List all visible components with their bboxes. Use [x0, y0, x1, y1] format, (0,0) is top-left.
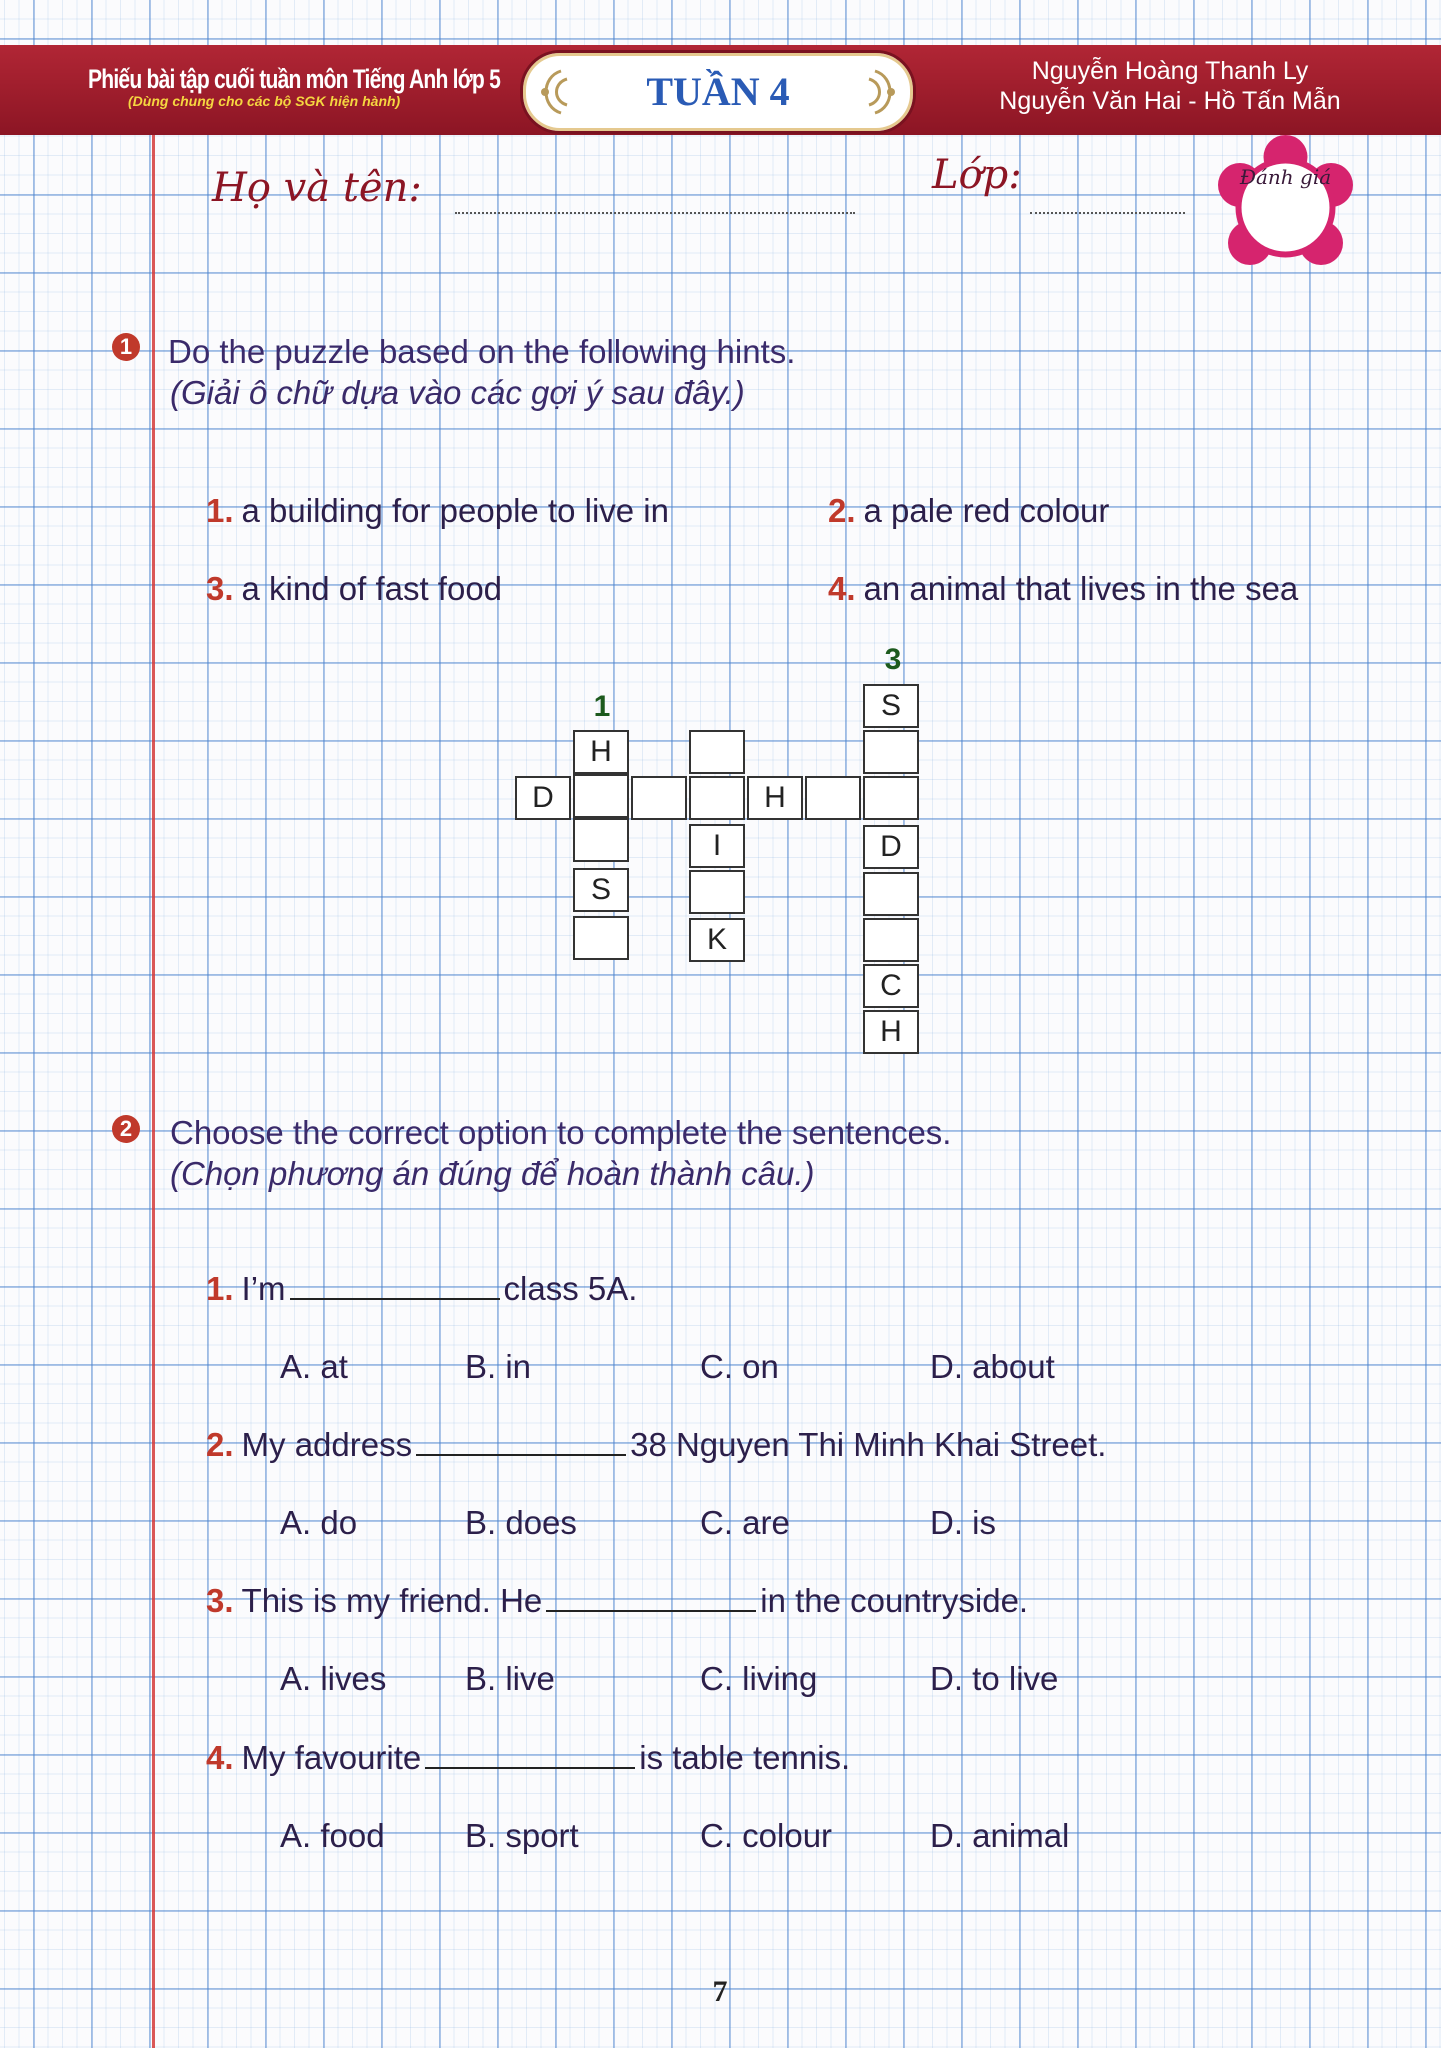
- question-before: I’m: [241, 1270, 286, 1307]
- option[interactable]: B. live: [465, 1660, 555, 1697]
- crossword-cell[interactable]: K: [689, 918, 745, 962]
- crossword-cell[interactable]: I: [689, 824, 745, 868]
- option[interactable]: C. are: [700, 1504, 790, 1541]
- worksheet-subtitle: (Dùng chung cho các bộ SGK hiện hành): [128, 93, 401, 109]
- clue-number: 4.: [828, 570, 856, 607]
- section-1-subtitle: (Giải ô chữ dựa vào các gợi ý sau đây.): [170, 374, 745, 411]
- option[interactable]: D. about: [930, 1348, 1055, 1385]
- question-number: 2.: [206, 1426, 234, 1463]
- answer-blank[interactable]: [425, 1766, 635, 1769]
- option[interactable]: A. food: [280, 1817, 385, 1854]
- option[interactable]: C. on: [700, 1348, 779, 1385]
- question-after: class 5A.: [503, 1270, 638, 1307]
- grade-label: Đánh giá: [1239, 165, 1332, 189]
- section-number-1: 1: [112, 333, 140, 361]
- section-2-subtitle: (Chọn phương án đúng để hoàn thành câu.): [170, 1155, 815, 1192]
- crossword-cell[interactable]: H: [747, 776, 803, 820]
- crossword-cell[interactable]: [689, 870, 745, 914]
- crossword-cell[interactable]: S: [573, 868, 629, 912]
- question-2: [206, 1426, 1106, 1464]
- clue-4: [828, 570, 1298, 608]
- crossword-cell[interactable]: [573, 774, 629, 818]
- crossword-cell[interactable]: [689, 776, 745, 820]
- clue-3: [206, 570, 502, 608]
- week-pill: [520, 50, 916, 134]
- option[interactable]: A. lives: [280, 1660, 387, 1697]
- option[interactable]: A. at: [280, 1348, 348, 1385]
- crossword-cell[interactable]: H: [573, 730, 629, 774]
- option[interactable]: C. living: [700, 1660, 818, 1697]
- crossword-cell[interactable]: [863, 776, 919, 820]
- section-number-2: 2: [112, 1115, 140, 1143]
- crossword-cell[interactable]: [863, 918, 919, 962]
- question-1: [206, 1270, 637, 1308]
- crossword-cell[interactable]: [863, 730, 919, 774]
- name-label: Họ và tên:: [212, 165, 422, 211]
- question-after: is table tennis.: [639, 1739, 851, 1776]
- option[interactable]: D. to live: [930, 1660, 1059, 1697]
- option[interactable]: A. do: [280, 1504, 358, 1541]
- header-left: [88, 64, 508, 109]
- question-after: 38 Nguyen Thi Minh Khai Street.: [630, 1426, 1107, 1463]
- author-line-2: Nguyễn Văn Hai - Hồ Tấn Mẫn: [999, 87, 1341, 115]
- question-4: [206, 1739, 850, 1777]
- crossword-cell[interactable]: [863, 872, 919, 916]
- crossword-cell[interactable]: [805, 776, 861, 820]
- question-before: My favourite: [241, 1739, 422, 1776]
- clue-text: an animal that lives in the sea: [863, 570, 1299, 607]
- page-number: 7: [712, 1975, 728, 2008]
- option[interactable]: B. sport: [465, 1817, 579, 1854]
- answer-blank[interactable]: [290, 1297, 500, 1300]
- option[interactable]: B. does: [465, 1504, 577, 1541]
- crossword-cell[interactable]: D: [863, 825, 919, 869]
- crossword-cell[interactable]: [573, 818, 629, 862]
- question-after: in the countryside.: [760, 1582, 1029, 1619]
- name-field[interactable]: [455, 212, 855, 214]
- clue-number: 3.: [206, 570, 234, 607]
- crossword-cell[interactable]: H: [863, 1010, 919, 1054]
- crossword-cell[interactable]: [689, 730, 745, 774]
- question-before: My address: [241, 1426, 413, 1463]
- ornament-right-icon: [859, 67, 905, 117]
- clue-1: [206, 492, 669, 530]
- clue-2: [828, 492, 1109, 530]
- option[interactable]: D. animal: [930, 1817, 1070, 1854]
- question-number: 3.: [206, 1582, 234, 1619]
- worksheet-title: Phiếu bài tập cuối tuần môn Tiếng Anh lớp 5: [88, 64, 501, 94]
- grade-badge: [1213, 135, 1358, 280]
- crossword-cell[interactable]: [573, 916, 629, 960]
- section-2-title: Choose the correct option to complete the sentences.: [170, 1114, 952, 1151]
- crossword-cell[interactable]: S: [863, 684, 919, 728]
- margin-line: [152, 130, 155, 2048]
- clue-text: a kind of fast food: [241, 570, 503, 607]
- question-number: 1.: [206, 1270, 234, 1307]
- clue-text: a building for people to live in: [241, 492, 669, 529]
- crossword-cell[interactable]: C: [863, 964, 919, 1008]
- crossword-number-1: 1: [593, 690, 611, 723]
- class-field[interactable]: [1030, 212, 1185, 214]
- option[interactable]: D. is: [930, 1504, 996, 1541]
- clue-number: 2.: [828, 492, 856, 529]
- clue-text: a pale red colour: [863, 492, 1110, 529]
- question-3: [206, 1582, 1028, 1620]
- authors: [980, 56, 1360, 116]
- option[interactable]: C. colour: [700, 1817, 833, 1854]
- question-number: 4.: [206, 1739, 234, 1776]
- author-line-1: Nguyễn Hoàng Thanh Ly: [1031, 57, 1309, 85]
- clue-number: 1.: [206, 492, 234, 529]
- answer-blank[interactable]: [546, 1609, 756, 1612]
- question-before: This is my friend. He: [241, 1582, 543, 1619]
- answer-blank[interactable]: [416, 1453, 626, 1456]
- crossword-cell[interactable]: D: [515, 776, 571, 820]
- option[interactable]: B. in: [465, 1348, 532, 1385]
- class-label: Lớp:: [932, 152, 1022, 198]
- week-label: TUẦN 4: [646, 69, 790, 114]
- crossword-number-3: 3: [884, 643, 902, 676]
- section-1-title: Do the puzzle based on the following hints.: [168, 333, 796, 370]
- crossword-cell[interactable]: [631, 776, 687, 820]
